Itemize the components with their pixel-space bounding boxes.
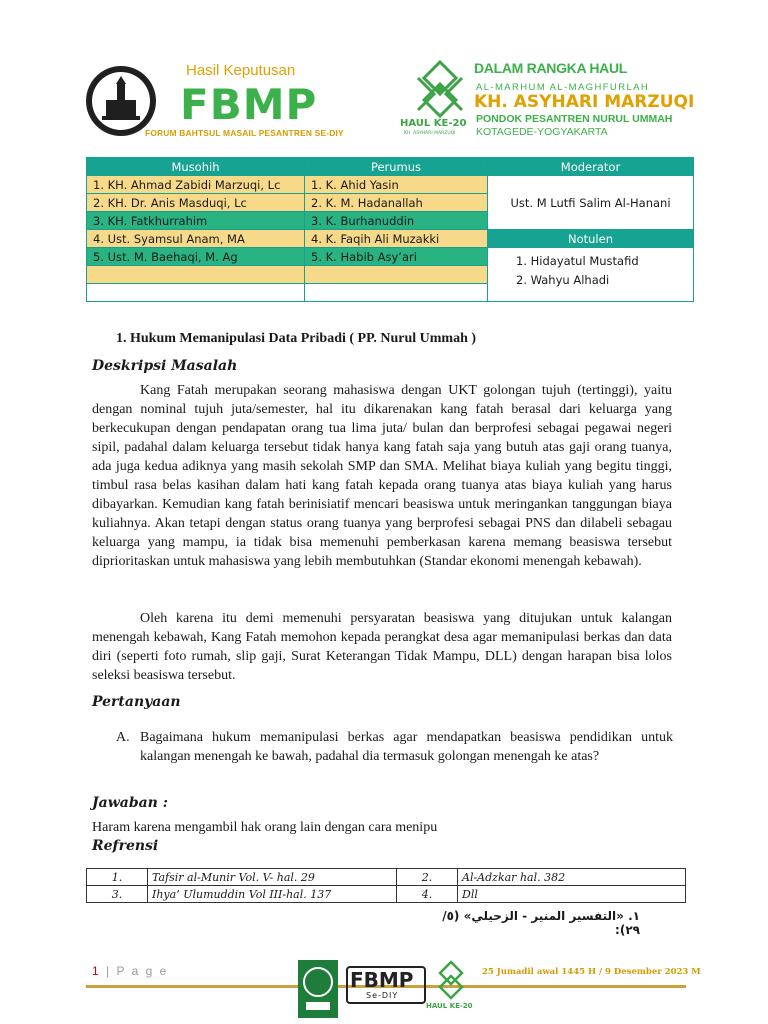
deskripsi-heading: Deskripsi Masalah <box>92 358 238 374</box>
notulen-item: 1. Hidayatul Mustafid <box>516 254 639 268</box>
empty-cell <box>87 266 305 284</box>
header-title-big: FBMP <box>180 80 318 129</box>
question-marker: A. <box>116 730 130 745</box>
empty-cell <box>305 266 488 284</box>
deskripsi-paragraph-1: Kang Fatah merupakan seorang mahasiswa dengan UKT golongan tujuh (tertinggi), yaitu dengan nominal tujuh juta/semester, hal itu dikarenakan kang fatah berasal dari keluarga yang berkecukupan dengan pendapatan orang tua lima juta/ bulan dan berprofesi sebagai pegawai negeri sipil, padahal dalam keluarga tersebut tidak hanya kang fatah saja yang butuh atas gaji orang tuanya, ada juga kedua adiknya yang masih sekolah SMP dan SMA. Melihat biaya kuliah yang begitu tinggi, timbul rasa belas kasihan dalam hati kang fatah kepada orang tuanya atas biaya kuliah yang harus dibayarkan. Kemudian kang fatah berinisiatif mencari beasiswa untuk meringankan tanggungan biaya kuliahnya. Akan tetapi dengan status orang tuanya yang berprofesi sebagai PNS dan dilabeli sebagau keluarga yang mampu, ia tidak bisa memenuhi pemberkasan karena memang beasiswa tersebut diprioritaskan untuk mahasiswa yang lebih membutuhkan (Standar ekonomi menengah kebawah). <box>92 383 672 569</box>
haul-almarhum: AL-MARHUM AL-MAGHFURLAH <box>476 82 650 93</box>
perumus-cell: 2. K. M. Hadanallah <box>305 194 488 212</box>
haul-emblem-logo <box>404 58 476 120</box>
perumus-header: Perumus <box>305 158 488 176</box>
ref-text: Tafsir al-Munir Vol. V- hal. 29 <box>148 869 397 886</box>
footer-date: 25 Jumadil awal 1445 H / 9 Desember 2023 M <box>482 967 701 977</box>
ref-number: 2. <box>397 869 458 886</box>
musohih-cell: 1. KH. Ahmad Zabidi Marzuqi, Lc <box>87 176 305 194</box>
musohih-cell: 3. KH. Fatkhurrahim <box>87 212 305 230</box>
haul-person-name: KH. ASYHARI MARZUQI <box>474 92 695 112</box>
header-forum-name: FORUM BAHTSUL MASAIL PESANTREN SE-DIY <box>145 128 344 138</box>
perumus-cell: 3. K. Burhanuddin <box>305 212 488 230</box>
table-row <box>87 869 686 886</box>
musohih-header: Musohih <box>87 158 305 176</box>
ref-number: 4. <box>397 886 458 903</box>
table-row <box>87 230 694 248</box>
ref-number: 3. <box>87 886 148 903</box>
ref-text: Ihya’ Ulumuddin Vol III-hal. 137 <box>148 886 397 903</box>
ref-text: Dll <box>458 886 686 903</box>
notulen-item: 2. Wahyu Alhadi <box>516 273 610 287</box>
lbm-logo <box>298 960 338 1018</box>
musohih-cell: 5. Ust. M. Baehaqi, M. Ag <box>87 248 305 266</box>
fbmp-emblem-logo <box>86 66 156 136</box>
musohih-cell: 2. KH. Dr. Anis Masduqi, Lc <box>87 194 305 212</box>
jawaban-heading: Jawaban : <box>92 795 168 811</box>
committee-table <box>86 157 694 302</box>
arabic-reference: ١. «التفسير المنير - الزحيلي» (٥/ ٢٩): <box>442 909 640 937</box>
perumus-cell: 5. K. Habib Asy’ari <box>305 248 488 266</box>
perumus-cell: 4. K. Faqih Ali Muzakki <box>305 230 488 248</box>
notulen-header: Notulen <box>488 230 694 248</box>
header-title-small: Hasil Keputusan <box>186 62 296 79</box>
pertanyaan-heading: Pertanyaan <box>92 694 181 710</box>
jawaban-text: Haram karena mengambil hak orang lain dengan cara menipu <box>92 820 438 835</box>
question-text: Bagaimana hukum memanipulasi berkas agar mendapatkan beasiswa pendidikan untuk kalangan menengah ke bawah, padahal dia termasuk golongan menengah ke atas? <box>140 730 673 764</box>
notulen-cell <box>488 248 694 302</box>
perumus-cell: 1. K. Ahid Yasin <box>305 176 488 194</box>
table-row <box>87 176 694 194</box>
table-row <box>87 248 694 266</box>
referensi-heading: Refrensi <box>92 838 159 854</box>
section-title: 1. Hukum Memanipulasi Data Pribadi ( PP. Nurul Ummah ) <box>116 331 477 346</box>
ref-number: 1. <box>87 869 148 886</box>
haul-kota: KOTAGEDE-YOGYAKARTA <box>476 126 608 138</box>
haul-ke20-label: HAUL KE-20 <box>400 118 467 129</box>
references-table <box>86 868 686 903</box>
fbmp-footer-subtext: Se-DIY <box>366 991 399 1000</box>
page-num-value: 1 <box>92 964 101 978</box>
empty-cell <box>305 284 488 302</box>
table-row <box>87 886 686 903</box>
haul-footer-label: HAUL KE-20 <box>426 1002 473 1010</box>
moderator-header: Moderator <box>488 158 694 176</box>
page-number: 1 | P a g e <box>92 964 169 978</box>
empty-cell <box>87 284 305 302</box>
haul-pondok: PONDOK PESANTREN NURUL UMMAH <box>476 113 673 125</box>
haul-dalam-rangka: DALAM RANGKA HAUL <box>474 60 628 76</box>
haul-footer-emblem <box>432 960 470 1005</box>
table-row <box>87 158 694 176</box>
fbmp-footer-text: FBMP <box>350 968 414 992</box>
ref-text: Al-Adzkar hal. 382 <box>458 869 686 886</box>
deskripsi-paragraph-2: Oleh karena itu demi memenuhi persyaratan beasiswa yang ditujukan untuk kalangan menengah kebawah, Kang Fatah memohon kepada perangkat desa agar memanipulasi berkas dan data diri (seperti foto rumah, slip gaji, Surat Keterangan Tidak Mampu, DLL) dengan harapan bisa lolos seleksi beasiswa tersebut. <box>92 611 672 683</box>
moderator-cell: Ust. M Lutfi Salim Al-Hanani <box>488 176 694 230</box>
musohih-cell: 4. Ust. Syamsul Anam, MA <box>87 230 305 248</box>
haul-ke20-sublabel: KH. ASYHARI MARZUQI <box>404 131 456 136</box>
page-label: P a g e <box>116 964 169 978</box>
